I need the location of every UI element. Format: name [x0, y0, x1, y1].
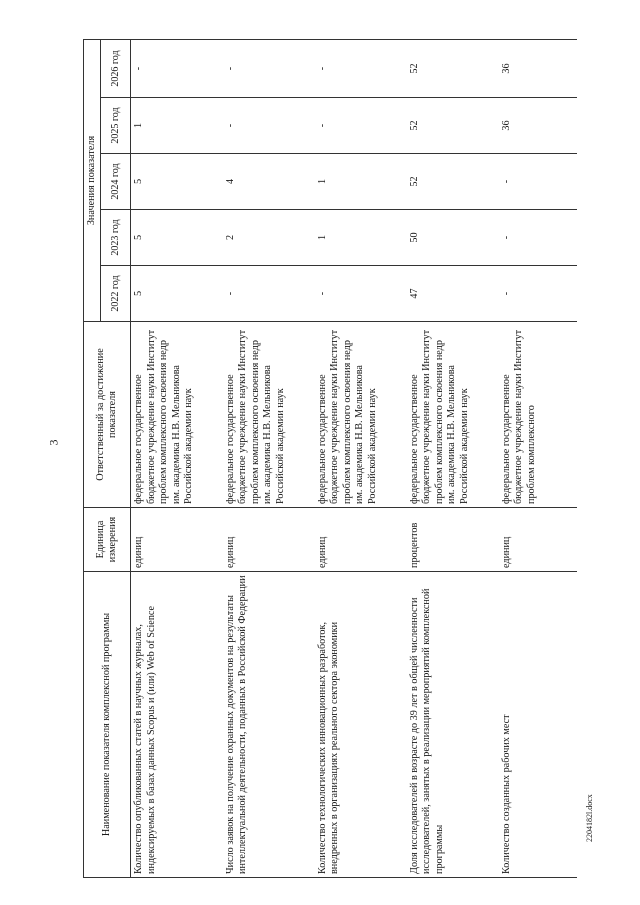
- header-year: 2025 год: [101, 98, 131, 154]
- header-year: 2026 год: [101, 39, 131, 97]
- indicator-unit: единиц: [223, 508, 315, 572]
- indicator-unit: единиц: [499, 508, 577, 572]
- header-unit: Единица измерения: [84, 508, 131, 572]
- value-2022: 47: [407, 266, 499, 322]
- value-2022: -: [499, 266, 577, 322]
- value-2026: 52: [407, 39, 499, 97]
- table-row: [499, 39, 577, 877]
- indicator-name: Число заявок на получение охранных документов на результаты интеллектуальной деятельности, поданных в Российской Федерации: [223, 572, 315, 878]
- value-2024: 1: [315, 154, 407, 210]
- value-2023: 1: [315, 210, 407, 266]
- value-2024: -: [499, 154, 577, 210]
- value-2023: 50: [407, 210, 499, 266]
- value-2025: 36: [499, 98, 577, 154]
- value-2022: 5: [131, 266, 223, 322]
- indicator-name: Количество опубликованных статей в научных журналах, индексируемых в базах данных Scopus и (или) Web of Science: [131, 572, 223, 878]
- indicators-table: [83, 39, 577, 878]
- header-year: 2022 год: [101, 266, 131, 322]
- indicator-unit: единиц: [315, 508, 407, 572]
- indicator-responsible: федеральное государственное бюджетное учреждение науки Институт проблем комплексного освоения недр им. академика Н.В. Мельникова Российской академии наук: [223, 322, 315, 508]
- header-values-group: Значения показателя: [84, 39, 101, 321]
- header-year: 2023 год: [101, 210, 131, 266]
- value-2023: -: [499, 210, 577, 266]
- indicators-table-container: [83, 40, 575, 878]
- indicator-name: Доля исследователей в возрасте до 39 лет в общей численности исследователей, занятых в реализации мероприятий комплексной программы: [407, 572, 499, 878]
- header-responsible: Ответственный за достижение показателя: [84, 322, 131, 508]
- value-2023: 2: [223, 210, 315, 266]
- value-2026: -: [223, 39, 315, 97]
- value-2022: -: [315, 266, 407, 322]
- value-2025: -: [223, 98, 315, 154]
- document-footer: 2204182l.docx: [585, 794, 594, 842]
- table-row: [131, 39, 223, 877]
- indicator-responsible: федеральное государственное бюджетное учреждение науки Институт проблем комплексного освоения недр им. академика Н.В. Мельникова Российской академии наук: [407, 322, 499, 508]
- value-2024: 52: [407, 154, 499, 210]
- value-2025: 52: [407, 98, 499, 154]
- value-2023: 5: [131, 210, 223, 266]
- value-2025: 1: [131, 98, 223, 154]
- indicator-name: Количество созданных рабочих мест: [499, 572, 577, 878]
- value-2026: -: [315, 39, 407, 97]
- value-2026: -: [131, 39, 223, 97]
- indicator-name: Количество технологических инновационных разработок, внедренных в организациях реального сектора экономики: [315, 572, 407, 878]
- value-2022: -: [223, 266, 315, 322]
- table-row: [315, 39, 407, 877]
- indicator-responsible: федеральное государственное бюджетное учреждение науки Институт проблем комплексного освоения недр им. академика Н.В. Мельникова Российской академии наук: [315, 322, 407, 508]
- table-row: [407, 39, 499, 877]
- value-2024: 4: [223, 154, 315, 210]
- indicator-responsible: федеральное государственное бюджетное учреждение науки Институт проблем комплексного: [499, 322, 577, 508]
- value-2026: 36: [499, 39, 577, 97]
- indicator-responsible: федеральное государственное бюджетное учреждение науки Институт проблем комплексного освоения недр им. академика Н.В. Мельникова Российской академии наук: [131, 322, 223, 508]
- indicator-unit: процентов: [407, 508, 499, 572]
- value-2024: 5: [131, 154, 223, 210]
- header-year: 2024 год: [101, 154, 131, 210]
- header-name: Наименование показателя комплексной программы: [84, 572, 131, 878]
- value-2025: -: [315, 98, 407, 154]
- indicator-unit: единиц: [131, 508, 223, 572]
- page-number: 3: [46, 439, 61, 446]
- table-row: [223, 39, 315, 877]
